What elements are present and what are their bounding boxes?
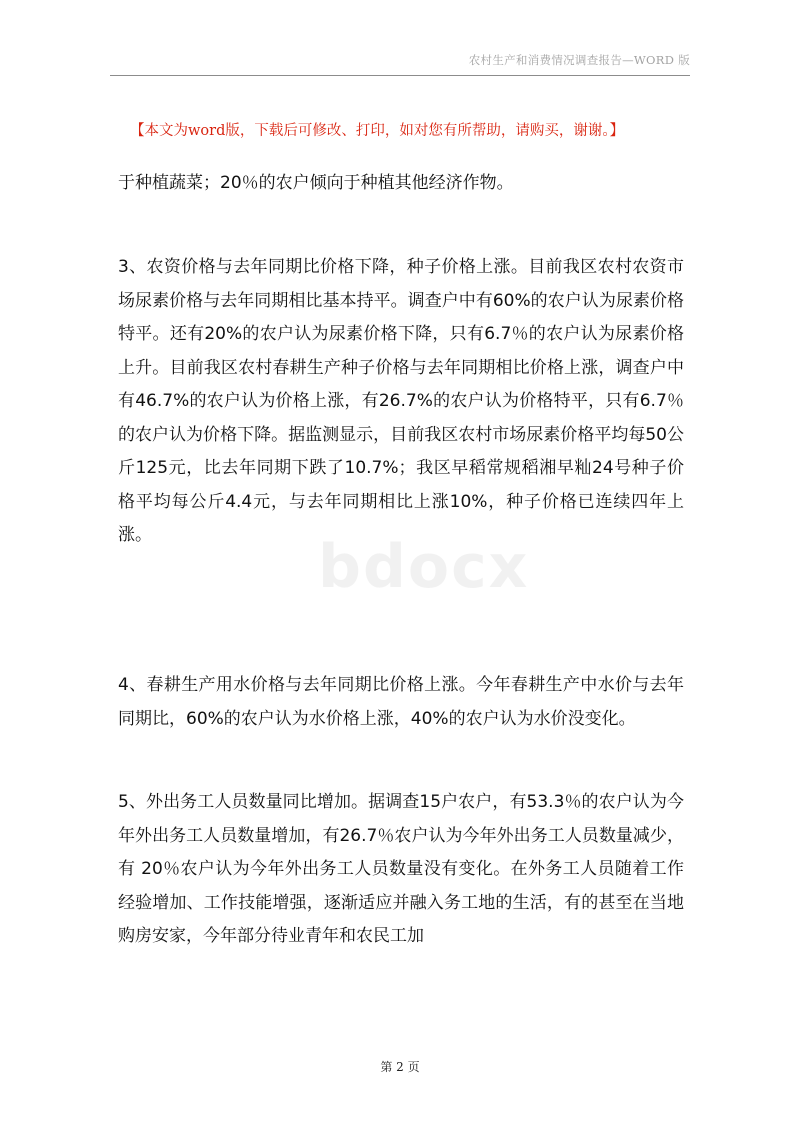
- page-header: 农村生产和消费情况调查报告—WORD 版: [468, 53, 690, 67]
- paragraph-input-prices: [118, 251, 684, 553]
- paragraph-text: 于种植蔬菜；20％的农户倾向于种植其他经济作物。: [118, 173, 514, 193]
- paragraph-text: 4、春耕生产用水价格与去年同期比价格上涨。今年春耕生产中水价与去年同期比，60%的农户认为水价格上涨，40%的农户认为水价没变化。: [118, 675, 684, 729]
- paragraph-migrant-workers: [118, 786, 684, 954]
- page-number: 第 2 页: [380, 1060, 420, 1074]
- watermark-logo: bdocx: [318, 532, 530, 602]
- paragraph-water-prices: [118, 669, 684, 736]
- paragraph-text: 3、农资价格与去年同期比价格下降，种子价格上涨。目前我区农村农资市场尿素价格与去年同期相比基本持平。调查户中有60%的农户认为尿素价格特平。还有20%的农户认为尿素价格下降，只有6.7％的农户认为尿素价格上升。目前我区农村春耕生产种子价格与去年同期相比价格上涨，调查户中有46.7%的农户认为价格上涨，有26.7%的农户认为价格特平，只有6.7％的农户认为价格下降。据监测显示，目前我区农村市场尿素价格平均每50公斤125元，比去年同期下跌了10.7%；我区早稻常规稻湘早籼24号种子价格平均每公斤4.4元，与去年同期相比上涨10%，种子价格已连续四年上涨。: [118, 257, 684, 545]
- header-divider: [110, 75, 690, 76]
- paragraph-crop-preference: [118, 167, 684, 201]
- paragraph-text: 5、外出务工人员数量同比增加。据调查15户农户，有53.3％的农户认为今年外出务工人员数量增加，有26.7％农户认为今年外出务工人员数量减少，有 20％农户认为今年外出务工人员数量没有变化。在外务工人员随着工作经验增加、工作技能增强，逐渐适应并融入务工地的生活，有的甚至在当地购房安家，今年部分待业青年和农民工加: [118, 792, 684, 946]
- purchase-notice: 【本文为word版，下载后可修改、打印，如对您有所帮助，请购买，谢谢。】: [130, 123, 625, 139]
